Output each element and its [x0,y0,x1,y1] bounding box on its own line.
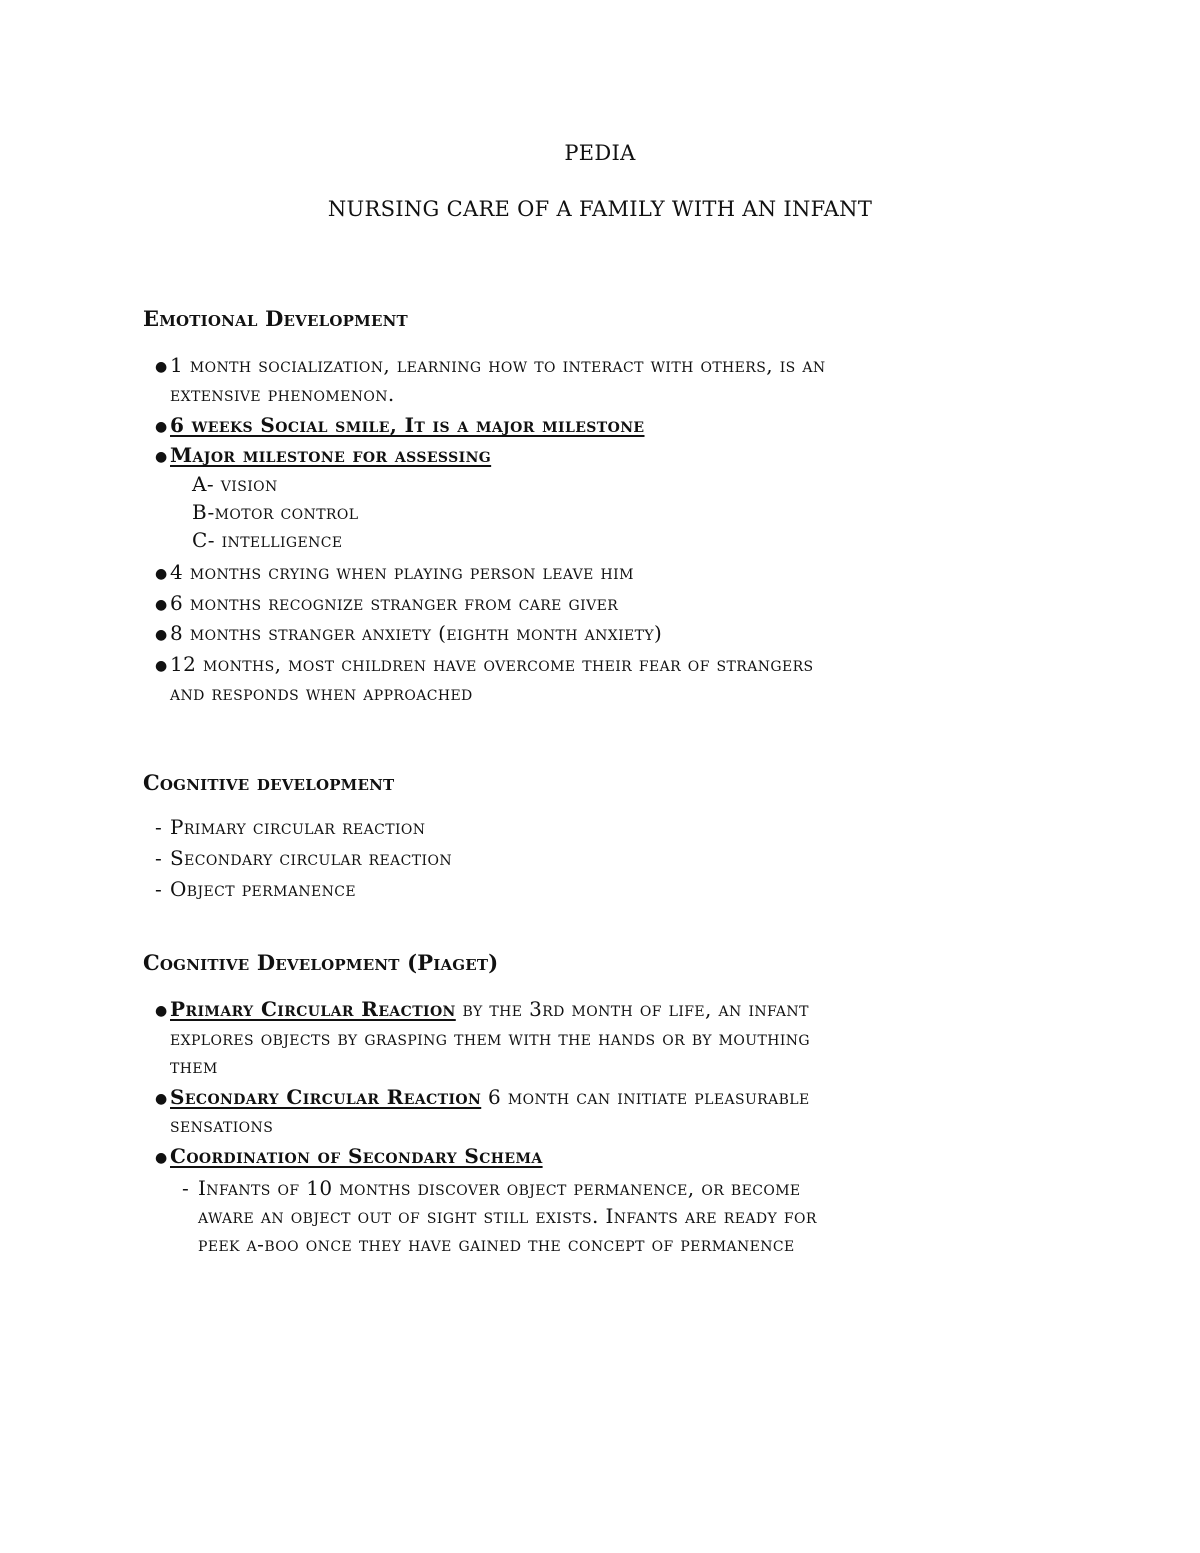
schema-sub-line-2: aware an object out of sight still exists. Infants are ready for [198,1204,817,1228]
cognitive-item-3: Object permanence [170,877,357,901]
piaget-item-1-text: by the 3rd month of life, an infant [455,997,809,1021]
bullet-icon: ● [155,449,168,465]
cognitive-development-heading: Cognitive development [143,770,395,795]
emotional-item-7-line-1: 12 months, most children have overcome their fear of strangers [170,652,814,676]
document-title: PEDIA [564,141,636,165]
piaget-item-2-line-1 [170,1085,810,1109]
bullet-icon: ● [155,1150,168,1166]
bullet-icon: ● [155,1003,168,1019]
emotional-item-2: 6 weeks Social smile, It is a major milestone [170,413,645,437]
piaget-item-1-line-1 [170,997,809,1021]
piaget-item-2-line-2: sensations [170,1113,274,1137]
emotional-item-1-line-1: 1 month socialization, learning how to interact with others, is an [170,353,826,377]
bullet-icon: ● [155,359,168,375]
emotional-item-1-line-2: extensive phenomenon. [170,382,395,406]
primary-circular-reaction-term: Primary Circular Reaction [170,997,456,1021]
cognitive-item-2: Secondary circular reaction [170,846,452,870]
bullet-icon: ● [155,1091,168,1107]
emotional-item-4: 4 months crying when playing person leave him [170,560,634,584]
piaget-item-1-line-2: explores objects by grasping them with the hands or by mouthing [170,1026,810,1050]
emotional-development-heading: Emotional Development [143,306,408,331]
assessing-sub-a: A- vision [192,472,278,496]
schema-sub-line-3: peek a-boo once they have gained the concept of permanence [198,1232,795,1256]
emotional-item-7-line-2: and responds when approached [170,681,473,705]
dash-marker: - [155,846,162,870]
emotional-item-3: Major milestone for assessing [170,443,492,467]
piaget-item-1-line-3: them [170,1054,218,1078]
cognitive-item-1: Primary circular reaction [170,815,426,839]
dash-marker: - [182,1176,189,1200]
assessing-sub-c: C- intelligence [192,528,343,552]
dash-marker: - [155,815,162,839]
dash-marker: - [155,877,162,901]
piaget-item-2-text: 6 month can initiate pleasurable [481,1085,810,1109]
bullet-icon: ● [155,419,168,435]
bullet-icon: ● [155,566,168,582]
piaget-heading: Cognitive Development (Piaget) [143,950,499,975]
document-subtitle: NURSING CARE OF A FAMILY WITH AN INFANT [327,197,873,221]
emotional-item-5: 6 months recognize stranger from care giver [170,591,619,615]
bullet-icon: ● [155,627,168,643]
bullet-icon: ● [155,597,168,613]
schema-sub-line-1: Infants of 10 months discover object permanence, or become [198,1176,801,1200]
assessing-sub-b: B-motor control [192,500,359,524]
emotional-item-6: 8 months stranger anxiety (eighth month anxiety) [170,621,663,645]
piaget-item-3: Coordination of Secondary Schema [170,1144,543,1168]
bullet-icon: ● [155,658,168,674]
secondary-circular-reaction-term: Secondary Circular Reaction [170,1085,482,1109]
